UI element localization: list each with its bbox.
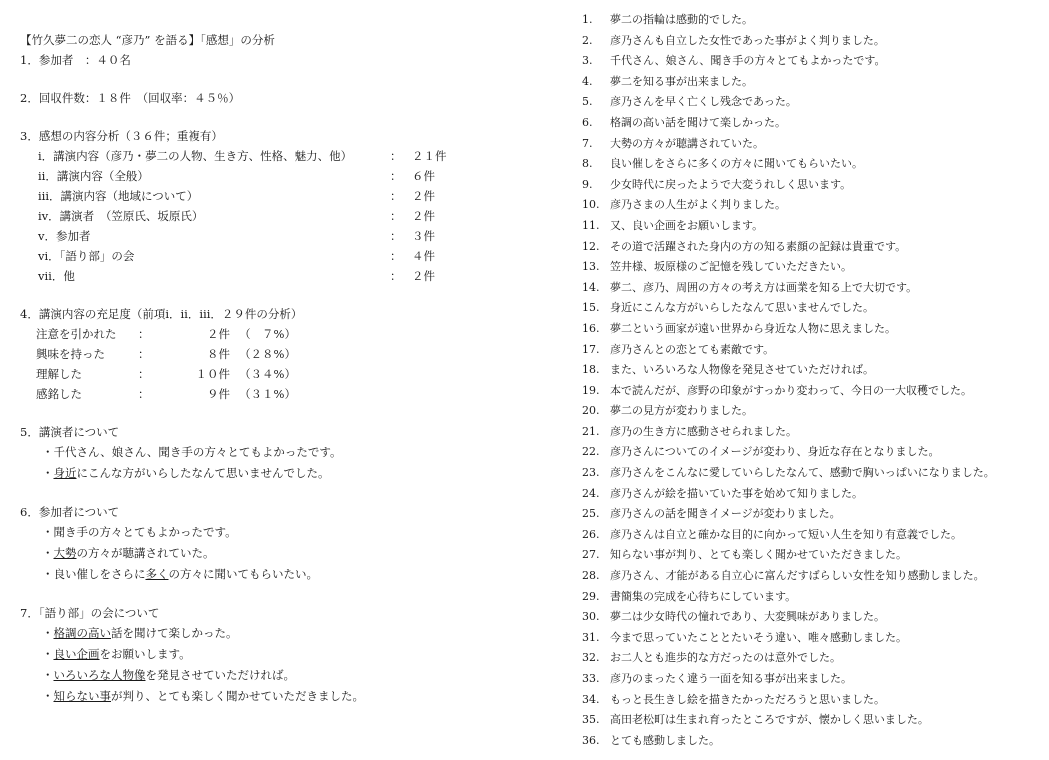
analysis-row <box>20 266 560 286</box>
comment-text: 夢二の指輪は感動的でした。 <box>610 13 753 26</box>
comment-number: 17. <box>582 342 600 356</box>
analysis-colon: ： <box>390 149 402 163</box>
comment-text: 彦乃さんをこんなに愛していらしたなんて、感動で胸いっぱいになりました。 <box>610 466 995 480</box>
comment-item <box>582 237 1042 258</box>
comment-text: 彦乃のまったく違う一面を知る事が出来ました。 <box>610 672 852 685</box>
comment-number: 26. <box>582 527 600 541</box>
comments-column <box>582 10 1042 751</box>
underlined-text: 大勢 <box>53 546 77 560</box>
analysis-column <box>20 30 560 707</box>
bullet-text: ・良い催しをさらに <box>42 567 146 581</box>
comment-number: 35. <box>582 713 600 727</box>
satisfaction-pct: （３１%） <box>239 387 296 401</box>
satisfaction-label: 感銘した <box>36 387 82 401</box>
comment-number: 3. <box>582 54 593 68</box>
comment-text: その道で活躍された身内の方の知る素顔の記録は貴重です。 <box>610 239 907 253</box>
bullet-text: ・ <box>42 689 54 703</box>
satisfaction-label: 興味を持った <box>36 347 105 361</box>
analysis-label: ⅳ．講演者 （笠原氏、坂原氏） <box>38 209 204 223</box>
comment-number: 9. <box>582 177 593 191</box>
analysis-colon: ： <box>390 209 402 223</box>
bullet-text: ・ <box>42 647 54 661</box>
comment-text: 彦乃の生き方に感動させられました。 <box>610 424 797 438</box>
comment-number: 24. <box>582 486 600 500</box>
underlined-text: 良い企画 <box>53 647 100 661</box>
comment-item <box>582 298 1042 319</box>
comment-text: 良い催しをさらに多くの方々に聞いてもらいたい。 <box>610 157 863 171</box>
satisfaction-row <box>20 364 560 384</box>
comment-text: 大勢の方々が聴講されていた。 <box>610 136 764 150</box>
comment-number: 30. <box>582 610 600 624</box>
bullet-text: ・聞き手の方々とてもよかったです。 <box>42 525 237 539</box>
comment-number: 36. <box>582 733 600 747</box>
comment-number: 32. <box>582 651 600 665</box>
comment-number: 25. <box>582 507 600 521</box>
bullet-text-rest: の方々に聞いてもらいたい。 <box>168 567 318 581</box>
comment-item <box>582 690 1042 711</box>
comment-text: お二人とも進歩的な方だったのは意外でした。 <box>610 651 841 665</box>
bullet-item <box>20 543 560 564</box>
comment-item <box>582 72 1042 93</box>
comment-item <box>582 154 1042 175</box>
satisfaction-colon: ： <box>138 367 150 381</box>
comment-text: 彦乃さんは自立と確かな目的に向かって短い人生を知り有意義でした。 <box>610 527 962 541</box>
comment-text: 身近にこんな方がいらしたなんて思いませんでした。 <box>610 301 874 315</box>
analysis-label: ⅰ．講演内容（彦乃・夢二の人物、生き方、性格、魅力、他） <box>38 149 353 163</box>
analysis-value: ６件 <box>412 169 435 183</box>
bullet-item <box>20 686 560 707</box>
comment-text: 夢二の見方が変わりました。 <box>610 404 753 418</box>
comment-number: 5. <box>582 95 593 109</box>
comment-number: 18. <box>582 363 600 377</box>
analysis-label: ⅱ．講演内容（全般） <box>38 169 149 183</box>
comment-number: 7. <box>582 136 593 150</box>
satisfaction-count: ９件 <box>207 387 230 401</box>
analysis-value: ４件 <box>412 249 435 263</box>
comment-text: 夢二を知る事が出来ました。 <box>610 74 753 88</box>
satisfaction-pct: （３４%） <box>239 367 296 381</box>
bullet-item <box>20 644 560 665</box>
comment-list <box>582 10 1042 751</box>
satisfaction-row <box>20 324 560 344</box>
attendee-list <box>20 522 560 585</box>
comment-number: 6. <box>582 115 593 129</box>
comment-number: 10. <box>582 198 600 212</box>
comment-item <box>582 31 1042 52</box>
comment-text: 又、良い企画をお願いします。 <box>610 218 764 232</box>
comment-number: 21. <box>582 424 600 438</box>
satisfaction-pct: （ ７%） <box>239 327 296 341</box>
comment-item <box>582 175 1042 196</box>
comment-text: 彦乃さんを早く亡くし残念であった。 <box>610 95 797 109</box>
comment-item <box>582 525 1042 546</box>
comment-number: 8. <box>582 157 593 171</box>
comment-item <box>582 587 1042 608</box>
underlined-text: 知らない事 <box>53 689 111 703</box>
analysis-row <box>20 166 560 186</box>
bullet-item <box>20 665 560 686</box>
bullet-text-rest: 話を聞けて楽しかった。 <box>111 626 238 640</box>
collected-line: 2．回収件数：１８件 （回収率：４５％） <box>20 91 241 105</box>
comment-item <box>582 484 1042 505</box>
comment-number: 19. <box>582 383 600 397</box>
satisfaction-colon: ： <box>138 347 150 361</box>
comment-item <box>582 340 1042 361</box>
attendee-heading: 6．参加者について <box>20 505 120 519</box>
satisfaction-colon: ： <box>138 327 150 341</box>
satisfaction-row <box>20 384 560 404</box>
comment-number: 27. <box>582 548 600 562</box>
comment-text: 夢二という画家が遠い世界から身近な人物に思えました。 <box>610 321 896 335</box>
comment-item <box>582 216 1042 237</box>
underlined-text: 格調の高い <box>53 626 111 640</box>
analysis-label: ⅶ．他 <box>38 269 75 283</box>
underlined-text: 身近 <box>53 466 77 480</box>
comment-number: 12. <box>582 239 600 253</box>
comment-item <box>582 628 1042 649</box>
comment-text: 高田老松町は生まれ育ったところですが、懐かしく思いました。 <box>610 713 929 727</box>
comment-number: 29. <box>582 589 600 603</box>
bullet-item <box>20 623 560 644</box>
satisfaction-label: 理解した <box>36 367 82 381</box>
comment-number: 2. <box>582 33 593 47</box>
comment-text: 少女時代に戻ったようで大変うれしく思います。 <box>610 177 852 191</box>
satisfaction-pct: （２８%） <box>239 347 296 361</box>
comment-item <box>582 195 1042 216</box>
comment-text: もっと長生きし絵を描きたかっただろうと思いました。 <box>610 692 885 706</box>
comment-text: 笠井様、坂原様のご記憶を残していただきたい。 <box>610 260 852 274</box>
bullet-text: ・ <box>42 466 54 480</box>
comment-item <box>582 566 1042 587</box>
comment-number: 23. <box>582 466 600 480</box>
comment-number: 15. <box>582 301 600 315</box>
comment-number: 4. <box>582 74 593 88</box>
comment-number: 22. <box>582 445 600 459</box>
comment-item <box>582 422 1042 443</box>
bullet-text-rest: が判り、とても楽しく聞かせていただきました。 <box>111 689 364 703</box>
comment-item <box>582 607 1042 628</box>
comment-item <box>582 360 1042 381</box>
comment-item <box>582 134 1042 155</box>
analysis-label: ⅲ．講演内容（地域について） <box>38 189 199 203</box>
comment-text: 千代さん、娘さん、聞き手の方々とてもよかったです。 <box>610 54 886 68</box>
comment-item <box>582 381 1042 402</box>
analysis-label: ⅴ．参加者 <box>38 229 91 243</box>
satisfaction-count: １０件 <box>195 367 230 381</box>
analysis-row <box>20 146 560 166</box>
comment-text: 知らない事が判り、とても楽しく聞かせていただきました。 <box>610 548 907 562</box>
comment-item <box>582 92 1042 113</box>
bullet-text: ・千代さん、娘さん、聞き手の方々とてもよかったです。 <box>42 445 342 459</box>
comment-item <box>582 442 1042 463</box>
comment-item <box>582 257 1042 278</box>
bullet-item <box>20 522 560 543</box>
bullet-text: ・ <box>42 546 54 560</box>
analysis-heading: 3．感想の内容分析（３６件；重複有） <box>20 129 223 143</box>
comment-number: 1. <box>582 13 593 26</box>
comment-number: 28. <box>582 569 600 583</box>
comment-number: 34. <box>582 692 600 706</box>
comment-item <box>582 504 1042 525</box>
satisfaction-table <box>20 324 560 404</box>
comment-text: 彦乃さんも自立した女性であった事がよく判りました。 <box>610 33 885 47</box>
comment-text: 夢二、彦乃、周囲の方々の考え方は画業を知る上で大切です。 <box>610 280 918 294</box>
analysis-value: ２件 <box>412 209 435 223</box>
comment-number: 11. <box>582 218 600 232</box>
comment-item <box>582 710 1042 731</box>
analysis-row <box>20 226 560 246</box>
analysis-row <box>20 246 560 266</box>
kataribe-list <box>20 623 560 707</box>
analysis-value: ２１件 <box>412 149 447 163</box>
kataribe-heading: 7．「語り部」の会について <box>20 606 160 620</box>
satisfaction-colon: ： <box>138 387 150 401</box>
comment-item <box>582 113 1042 134</box>
comment-text: 彦乃さまの人生がよく判りました。 <box>610 198 786 212</box>
bullet-text-rest: をお願いします。 <box>99 647 191 661</box>
comment-item <box>582 401 1042 422</box>
analysis-colon: ： <box>390 189 402 203</box>
analysis-value: ３件 <box>412 229 435 243</box>
bullet-item <box>20 442 560 463</box>
analysis-label: ⅵ．「語り部」の会 <box>38 249 135 263</box>
bullet-text: ・ <box>42 668 54 682</box>
satisfaction-heading: 4．講演内容の充足度（前項ⅰ．ⅱ．ⅲ．２９件の分析） <box>20 307 303 321</box>
analysis-value: ２件 <box>412 269 435 283</box>
satisfaction-row <box>20 344 560 364</box>
satisfaction-count: ２件 <box>207 327 230 341</box>
comment-text: 本で読んだが、彦野の印象がすっかり変わって、今日の一大収穫でした。 <box>610 383 973 397</box>
comment-text: 彦乃さん、才能がある自立心に富んだすばらしい女性を知り感動しました。 <box>610 569 985 583</box>
comment-number: 20. <box>582 404 600 418</box>
comment-text: 今まで思っていたこととたいそう違い、唯々感動しました。 <box>610 630 907 644</box>
comment-text: 彦乃さんとの恋とても素敵です。 <box>610 342 775 356</box>
comment-text: 夢二は少女時代の憧れであり、大変興味がありました。 <box>610 610 885 624</box>
analysis-colon: ： <box>390 169 402 183</box>
comment-text: とても感動しました。 <box>610 733 720 747</box>
comment-text: 彦乃さんについてのイメージが変わり、身近な存在となりました。 <box>610 445 940 459</box>
speaker-heading: 5．講演者について <box>20 425 120 439</box>
comment-item <box>582 10 1042 31</box>
speaker-list <box>20 442 560 484</box>
comment-number: 16. <box>582 321 600 335</box>
analysis-table <box>20 146 560 286</box>
comment-item <box>582 545 1042 566</box>
analysis-row <box>20 206 560 226</box>
comment-number: 33. <box>582 672 600 685</box>
comment-text: 格調の高い話を聞けて楽しかった。 <box>610 115 786 129</box>
analysis-value: ２件 <box>412 189 435 203</box>
bullet-text-rest: にこんな方がいらしたなんて思いませんでした。 <box>76 466 330 480</box>
comment-text: また、いろいろな人物像を発見させていただければ。 <box>610 363 874 377</box>
bullet-text-rest: を発見させていただければ。 <box>145 668 295 682</box>
bullet-text: ・ <box>42 626 54 640</box>
document-title: 【竹久夢二の恋人 “彦乃” を語る】「感想」の分析 <box>20 33 275 47</box>
bullet-item <box>20 463 560 484</box>
satisfaction-label: 注意を引かれた <box>36 327 117 341</box>
satisfaction-count: ８件 <box>207 347 230 361</box>
comment-number: 13. <box>582 260 600 274</box>
comment-item <box>582 51 1042 72</box>
analysis-colon: ： <box>390 269 402 283</box>
underlined-text: 多く <box>145 567 169 581</box>
analysis-colon: ： <box>390 229 402 243</box>
participants-line: 1．参加者 ：４０名 <box>20 53 131 67</box>
comment-text: 彦乃さんの話を聞きイメージが変わりました。 <box>610 507 841 521</box>
underlined-text: いろいろな人物像 <box>53 668 146 682</box>
analysis-colon: ： <box>390 249 402 263</box>
comment-item <box>582 463 1042 484</box>
comment-number: 31. <box>582 630 600 644</box>
comment-text: 彦乃さんが絵を描いていた事を始めて知りました。 <box>610 486 863 500</box>
comment-item <box>582 731 1042 752</box>
bullet-text-rest: の方々が聴講されていた。 <box>76 546 215 560</box>
bullet-item <box>20 564 560 585</box>
comment-text: 書簡集の完成を心待ちにしています。 <box>610 589 797 603</box>
analysis-row <box>20 186 560 206</box>
comment-number: 14. <box>582 280 600 294</box>
comment-item <box>582 319 1042 340</box>
comment-item <box>582 669 1042 690</box>
comment-item <box>582 278 1042 299</box>
comment-item <box>582 648 1042 669</box>
